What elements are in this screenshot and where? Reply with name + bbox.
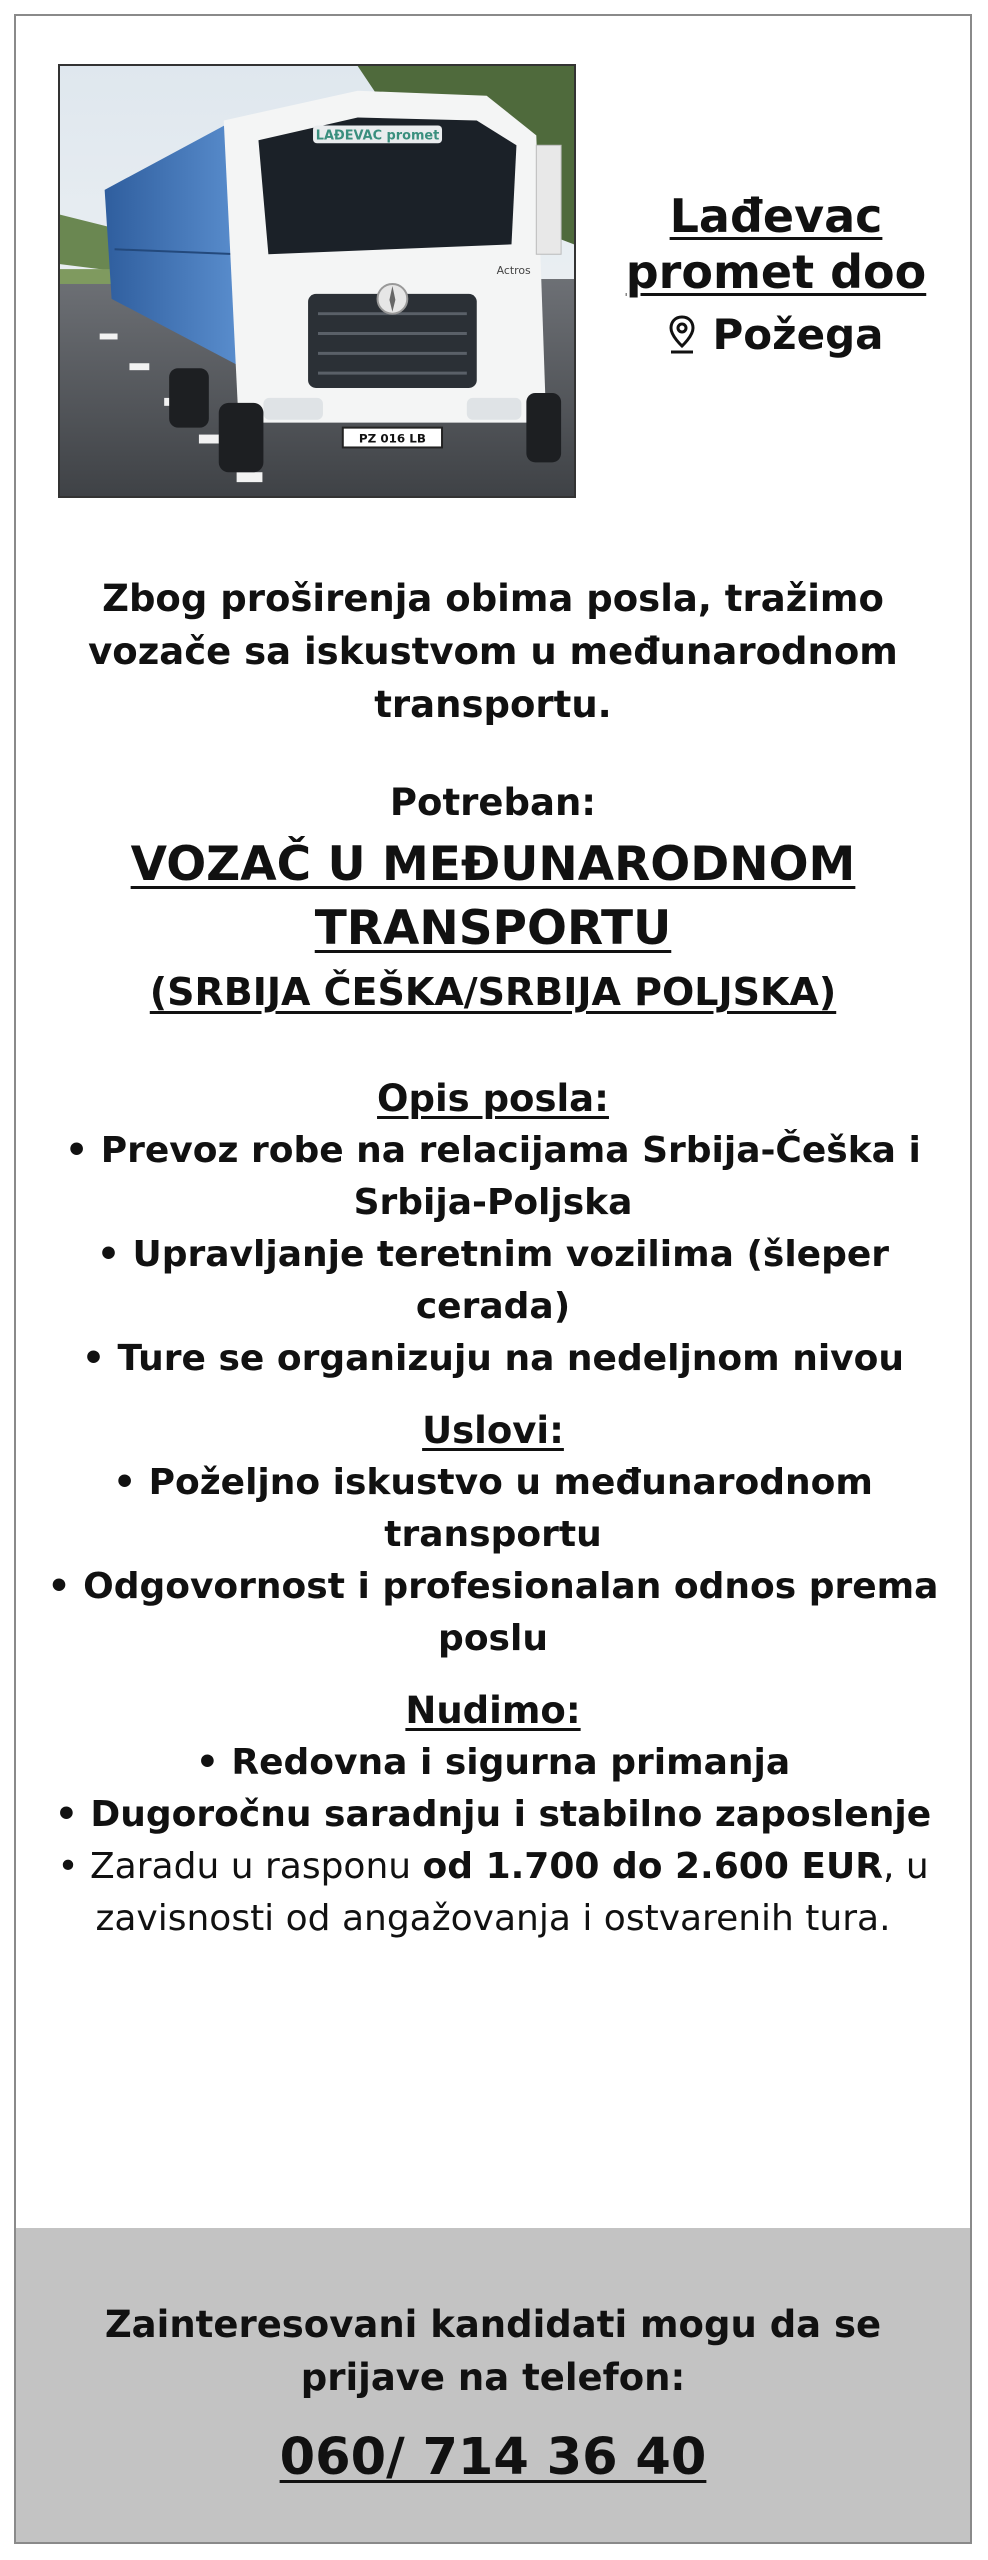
conditions-title: Uslovi: <box>422 1409 564 1452</box>
location-text: Požega <box>712 310 884 359</box>
list-item: • Prevoz robe na relacijama Srbija-Češka i Srbija-Poljska <box>65 1130 921 1223</box>
intro-text: Zbog proširenja obima posla, tražimo vozače sa iskustvom u međunarodnom transportu. <box>88 577 898 726</box>
list-item: • Poželjno iskustvo u međunarodnom transportu <box>113 1462 873 1555</box>
salary-suffix: , u zavisnosti od angažovanja i ostvarenih tura. <box>95 1846 929 1939</box>
salary-amount: od 1.700 do 2.600 EUR <box>422 1846 883 1887</box>
list-item: • Dugoročnu saradnju i stabilno zaposlenje <box>54 1794 932 1835</box>
conditions-section <box>16 1405 970 1665</box>
salary-item <box>16 1841 970 1945</box>
phone-number[interactable]: 060/ 714 36 40 <box>279 2428 707 2487</box>
company-location <box>596 310 956 359</box>
truck-illustration <box>60 66 574 496</box>
truck-photo <box>58 64 576 498</box>
list-item: • Upravljanje teretnim vozilima (šleper cerada) <box>96 1234 890 1327</box>
ad-body <box>16 572 970 1945</box>
location-pin-icon <box>669 315 695 355</box>
company-block <box>596 188 956 359</box>
svg-text:Actros: Actros <box>496 264 531 278</box>
job-description-section <box>16 1073 970 1385</box>
contact-text: Zainteresovani kandidati mogu da se prijave na telefon: <box>104 2303 882 2399</box>
salary-prefix: • Zaradu u rasponu <box>57 1846 423 1887</box>
offer-title: Nudimo: <box>405 1689 581 1732</box>
svg-text:LAĐEVAC promet: LAĐEVAC promet <box>315 128 440 144</box>
route-text: (SRBIJA ČEŠKA/SRBIJA POLJSKA) <box>149 970 837 1014</box>
list-item: • Redovna i sigurna primanja <box>195 1742 791 1783</box>
needed-label: Potreban: <box>389 781 597 824</box>
list-item: • Ture se organizuju na nedeljnom nivou <box>81 1338 905 1379</box>
company-name: Lađevac promet doo <box>625 189 927 299</box>
svg-text:PZ 016 LB: PZ 016 LB <box>358 431 426 446</box>
contact-footer <box>16 2228 970 2542</box>
job-advertisement <box>14 14 972 2544</box>
job-description-title: Opis posla: <box>377 1077 609 1120</box>
position-title: VOZAČ U MEĐUNARODNOM TRANSPORTU <box>130 837 856 956</box>
list-item: • Odgovornost i profesionalan odnos prema poslu <box>47 1566 939 1659</box>
offer-section <box>16 1685 970 1945</box>
